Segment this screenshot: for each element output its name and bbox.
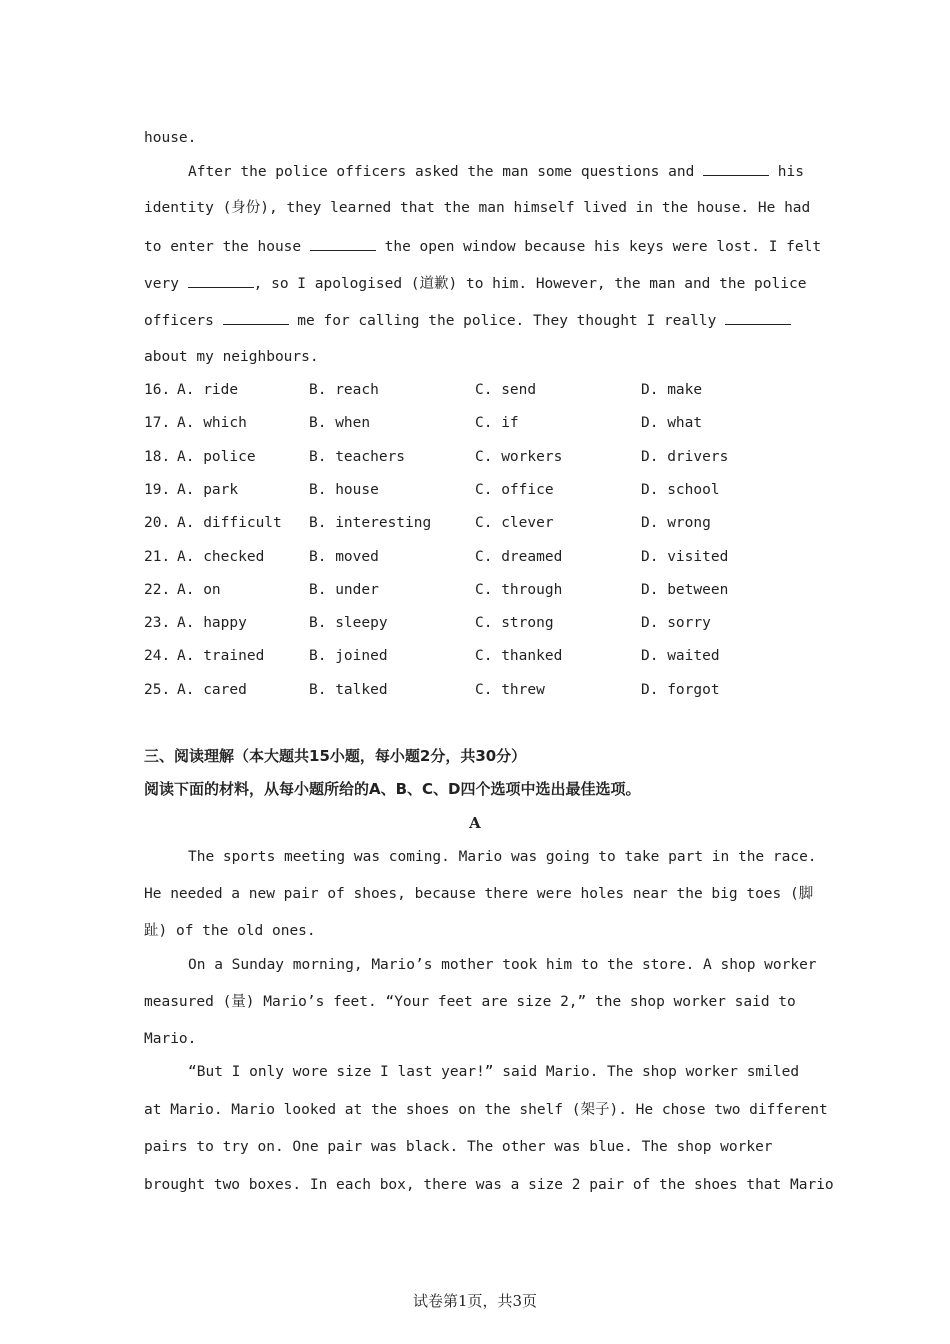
question-number: 21. bbox=[144, 549, 171, 565]
option-b: B. teachers bbox=[309, 449, 406, 465]
passage-line: to enter the house the open window because his keys were lost. I felt bbox=[144, 236, 810, 257]
question-row bbox=[144, 547, 824, 567]
question-number: 20. bbox=[144, 515, 171, 531]
passage-line: about my neighbours. bbox=[144, 349, 319, 365]
passage-line: brought two boxes. In each box, there was a size 2 pair of the shoes that Mario bbox=[144, 1177, 834, 1193]
option-d: D. forgot bbox=[641, 682, 720, 698]
option-c: C. clever bbox=[475, 515, 554, 531]
option-b: B. reach bbox=[309, 382, 379, 398]
option-a: A. which bbox=[177, 415, 247, 431]
question-row bbox=[144, 613, 824, 633]
question-number: 16. bbox=[144, 382, 171, 398]
passage-line: 趾) of the old ones. bbox=[144, 923, 316, 939]
option-a: A. police bbox=[177, 449, 256, 465]
option-a: A. ride bbox=[177, 382, 239, 398]
option-b: B. house bbox=[309, 482, 379, 498]
option-a: A. on bbox=[177, 582, 221, 598]
question-row bbox=[144, 646, 824, 666]
option-a: A. park bbox=[177, 482, 239, 498]
option-d: D. between bbox=[641, 582, 729, 598]
option-d: D. school bbox=[641, 482, 720, 498]
option-c: C. dreamed bbox=[475, 549, 563, 565]
passage-label: A bbox=[469, 814, 481, 832]
question-number: 17. bbox=[144, 415, 171, 431]
passage-line: identity (身份), they learned that the man himself lived in the house. He had bbox=[144, 200, 811, 216]
passage-line: measured (量) Mario’s feet. “Your feet are size 2,” the shop worker said to bbox=[144, 994, 796, 1010]
option-c: C. strong bbox=[475, 615, 554, 631]
answer-blank bbox=[310, 236, 376, 251]
answer-blank bbox=[703, 161, 769, 176]
page-footer: 试卷第1页，共3页 bbox=[412, 1292, 538, 1310]
passage-line: “But I only wore size I last year!” said Mario. The shop worker smiled bbox=[188, 1064, 800, 1080]
option-b: B. talked bbox=[309, 682, 388, 698]
option-b: B. moved bbox=[309, 549, 379, 565]
answer-blank bbox=[188, 273, 254, 288]
option-d: D. waited bbox=[641, 648, 720, 664]
option-d: D. drivers bbox=[641, 449, 729, 465]
passage-line: He needed a new pair of shoes, because there were holes near the big toes (脚 bbox=[144, 886, 814, 902]
option-b: B. interesting bbox=[309, 515, 432, 531]
option-b: B. under bbox=[309, 582, 379, 598]
passage-line: pairs to try on. One pair was black. The other was blue. The shop worker bbox=[144, 1139, 773, 1155]
option-b: B. joined bbox=[309, 648, 388, 664]
option-c: C. workers bbox=[475, 449, 563, 465]
option-a: A. happy bbox=[177, 615, 247, 631]
question-row bbox=[144, 580, 824, 600]
question-number: 23. bbox=[144, 615, 171, 631]
answer-blank bbox=[223, 310, 289, 325]
option-c: C. send bbox=[475, 382, 537, 398]
passage-line: Mario. bbox=[144, 1031, 197, 1047]
option-d: D. make bbox=[641, 382, 703, 398]
option-d: D. visited bbox=[641, 549, 729, 565]
question-number: 22. bbox=[144, 582, 171, 598]
question-number: 25. bbox=[144, 682, 171, 698]
section-title: 三、阅读理解（本大题共15小题，每小题2分，共30分） bbox=[144, 747, 527, 765]
question-row bbox=[144, 447, 824, 467]
option-a: A. cared bbox=[177, 682, 247, 698]
section-instruction: 阅读下面的材料，从每小题所给的A、B、C、D四个选项中选出最佳选项。 bbox=[144, 780, 641, 798]
option-a: A. trained bbox=[177, 648, 265, 664]
passage-line: very , so I apologised (道歉) to him. However, the man and the police bbox=[144, 273, 810, 294]
answer-blank bbox=[725, 310, 791, 325]
option-c: C. through bbox=[475, 582, 563, 598]
passage-line: at Mario. Mario looked at the shoes on the shelf (架子). He chose two different bbox=[144, 1102, 828, 1118]
option-a: A. checked bbox=[177, 549, 265, 565]
question-number: 18. bbox=[144, 449, 171, 465]
question-row bbox=[144, 480, 824, 500]
question-row bbox=[144, 413, 824, 433]
passage-line: officers me for calling the police. They thought I really bbox=[144, 310, 810, 331]
question-number: 24. bbox=[144, 648, 171, 664]
passage-line: The sports meeting was coming. Mario was going to take part in the race. bbox=[188, 849, 817, 865]
question-number: 19. bbox=[144, 482, 171, 498]
passage-line: house. bbox=[144, 130, 197, 146]
option-b: B. sleepy bbox=[309, 615, 388, 631]
option-d: D. sorry bbox=[641, 615, 711, 631]
option-c: C. if bbox=[475, 415, 519, 431]
passage-line: After the police officers asked the man some questions and his bbox=[188, 161, 854, 182]
option-b: B. when bbox=[309, 415, 371, 431]
question-row bbox=[144, 513, 824, 533]
option-d: D. wrong bbox=[641, 515, 711, 531]
option-a: A. difficult bbox=[177, 515, 282, 531]
option-c: C. thanked bbox=[475, 648, 563, 664]
question-row bbox=[144, 680, 824, 700]
option-c: C. office bbox=[475, 482, 554, 498]
option-c: C. threw bbox=[475, 682, 545, 698]
question-row bbox=[144, 380, 824, 400]
option-d: D. what bbox=[641, 415, 703, 431]
passage-line: On a Sunday morning, Mario’s mother took him to the store. A shop worker bbox=[188, 957, 817, 973]
